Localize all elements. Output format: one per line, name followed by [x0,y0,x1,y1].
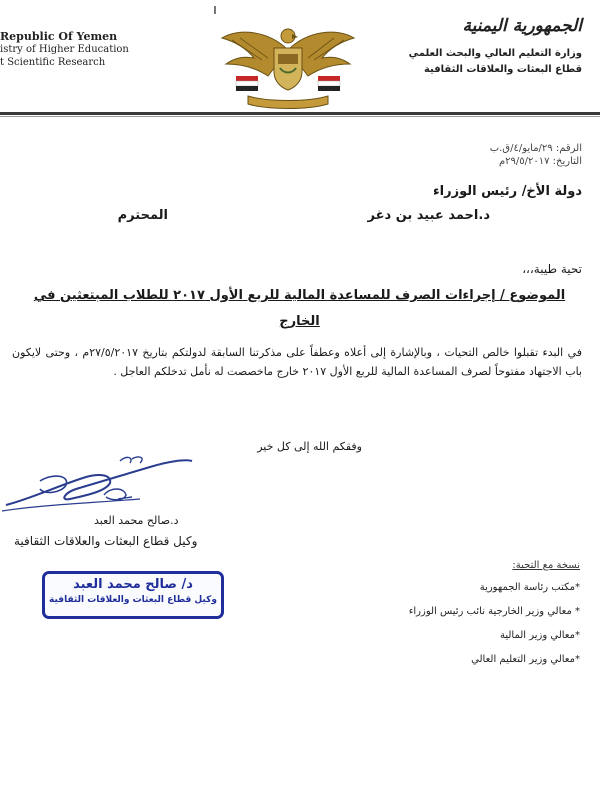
greeting: تحية طيبة،،، [522,262,582,276]
stamp-name: د/ صالح محمد العبد [73,577,193,592]
signatory-name: د.صالح محمد العبد [94,514,179,527]
copy-recipient: *معالي وزير المالية [499,630,580,641]
addressee-honorific: المحترم [117,208,168,223]
handwritten-signature [0,455,205,520]
header-arabic-calligraphy: الجمهورية اليمنية [462,16,582,36]
corner-mark [214,6,216,14]
header-english-line-2: istry of Higher Education [0,44,129,55]
copy-recipient: *مكتب رئاسة الجمهورية [479,582,580,593]
subject-line: الموضوع / إجراءات الصرف للمساعدة المالية للربع الأول ٢٠١٧ للطلاب المبتعثين في الخارج [33,288,566,329]
header-arabic-sector: قطاع البعثات والعلاقات الثقافية [423,64,582,75]
addressee-title: دولة الأخ/ رئيس الوزراء [433,184,582,199]
reference-date: التاريخ: ٢٩/٥/٢٠١٧م [498,156,582,167]
yemen-eagle-emblem [218,20,358,110]
header-arabic [402,14,582,78]
reference-block [490,142,582,168]
header-english-line-3: t Scientific Research [0,57,106,68]
header-divider [0,112,600,115]
signatory-title: وكيل قطاع البعثات والعلاقات الثقافية [14,534,198,548]
official-stamp [42,571,224,619]
copy-recipient: *معالي وزير التعليم العالي [471,654,580,665]
addressee-name: د.احمد عبيد بن دغر [367,208,490,223]
header-english [0,30,200,69]
header-arabic-ministry: وزارة التعليم العالي والبحث العلمي [408,48,582,59]
header-english-line-1: Republic Of Yemen [0,30,118,43]
stamp-title: وكيل قطاع البعثات والعلاقات الثقافية [49,595,217,605]
closing-line: وفقكم الله إلى كل خير [257,440,362,453]
copies-list [320,580,580,676]
copy-recipient: * معالي وزير الخارجية نائب رئيس الوزراء [408,606,580,617]
header-divider-thin [0,116,600,117]
reference-number: الرقم: ٢٩/مايو/٤/ق.ب [489,143,582,154]
copies-heading: نسخة مع التحية: [512,560,580,571]
body-paragraph: في البدء تقبلوا خالص التحيات ، وبالإشارة إلى أعلاه وعطفاً على مذكرتنا السابقة لدولتكم بتاريخ ٢٧/٥/٢٠١٧م ، وحتى لايكون باب الاجتهاد مفتوحاً لصرف المساعدة المالية للربع الأول ٢٠١٧ خارج ماخصصت له نأمل تدخلكم العاجل . [12,346,582,378]
